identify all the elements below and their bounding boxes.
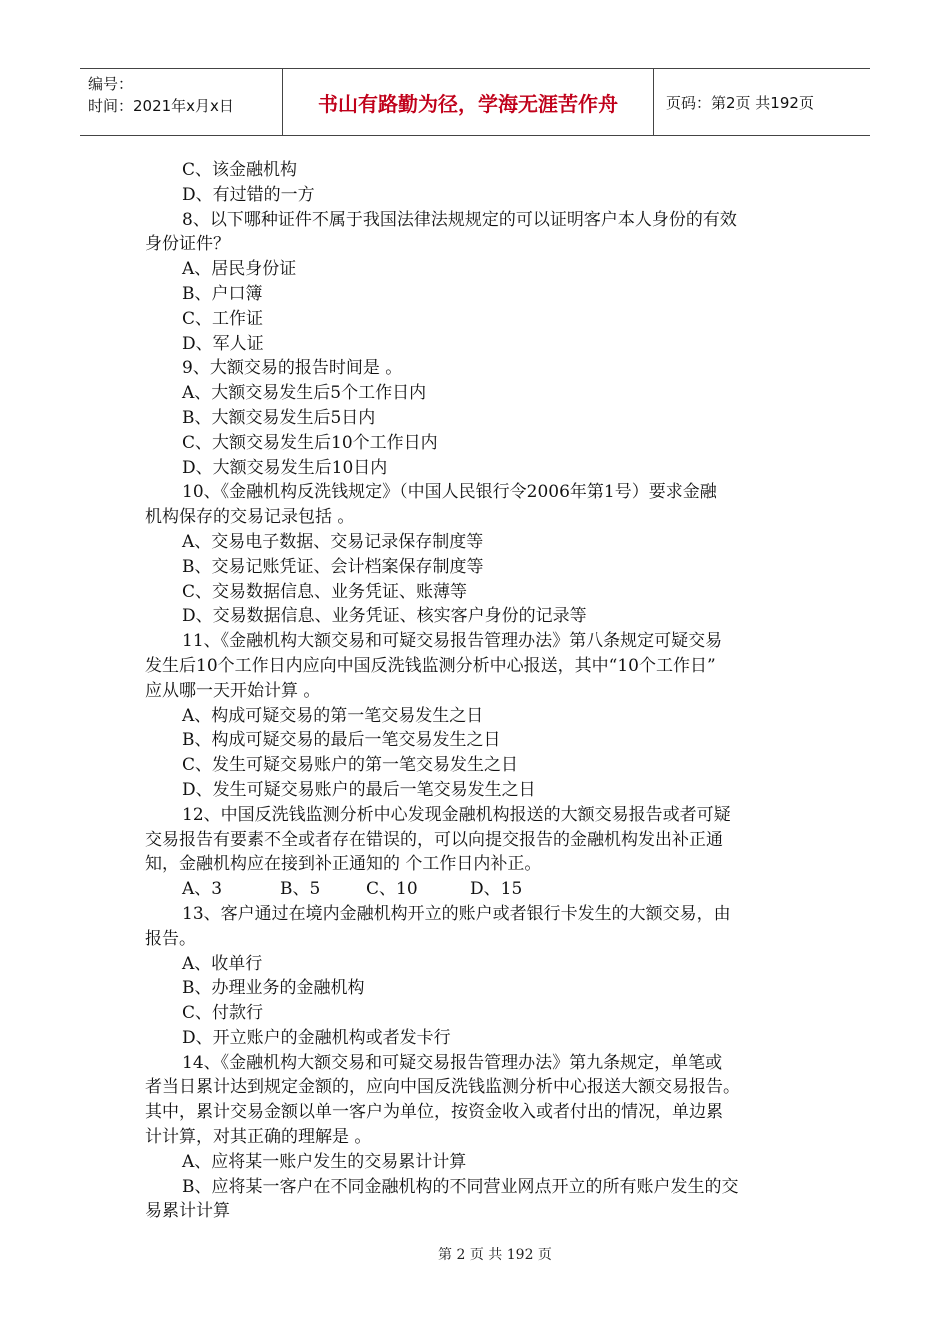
- q12-options: [145, 877, 810, 902]
- text-line: B、构成可疑交易的最后一笔交易发生之日: [182, 730, 501, 751]
- page-footer: [0, 1244, 950, 1264]
- text-line: 13、客户通过在境内金融机构开立的账户或者银行卡发生的大额交易，由: [182, 903, 731, 924]
- text-line: 计计算，对其正确的理解是 。: [145, 1127, 372, 1148]
- text-line: C、交易数据信息、业务凭证、账薄等: [182, 581, 468, 602]
- text-line: 易累计计算: [145, 1201, 230, 1222]
- text-line: D、有过错的一方: [182, 184, 315, 205]
- q12-option-a: A、3: [182, 879, 223, 900]
- page-header: [80, 68, 870, 136]
- text-line: A、居民身份证: [182, 259, 297, 280]
- text-line: B、交易记账凭证、会计档案保存制度等: [182, 556, 484, 577]
- text-line: 知，金融机构应在接到补正通知的 个工作日内补正。: [145, 854, 542, 875]
- text-line: A、应将某一账户发生的交易累计计算: [182, 1151, 467, 1172]
- text-line: C、发生可疑交易账户的第一笔交易发生之日: [182, 755, 519, 776]
- text-line: 身份证件？: [145, 234, 230, 255]
- text-line: 10、《金融机构反洗钱规定》（中国人民银行令2006年第1号）要求金融: [182, 482, 717, 503]
- text-line: D、开立账户的金融机构或者发卡行: [182, 1027, 451, 1048]
- header-meta: [80, 69, 282, 135]
- question-block: [145, 902, 810, 1224]
- text-line: 9、大额交易的报告时间是 。: [182, 358, 403, 379]
- header-motto: 书山有路勤为径，学海无涯苦作舟: [282, 69, 654, 135]
- text-line: A、构成可疑交易的第一笔交易发生之日: [182, 705, 484, 726]
- q12-option-c: C、10: [366, 879, 418, 900]
- text-line: C、付款行: [182, 1003, 264, 1024]
- text-line: 12、中国反洗钱监测分析中心发现金融机构报送的大额交易报告或者可疑: [182, 804, 731, 825]
- text-line: B、办理业务的金融机构: [182, 978, 365, 999]
- footer-page-number: 第 2 页 共 192 页: [438, 1247, 552, 1263]
- text-line: 报告。: [145, 928, 196, 949]
- text-line: D、军人证: [182, 333, 264, 354]
- text-line: 发生后10个工作日内应向中国反洗钱监测分析中心报送，其中“10个工作日”: [145, 655, 716, 676]
- text-line: D、交易数据信息、业务凭证、核实客户身份的记录等: [182, 606, 587, 627]
- text-line: D、大额交易发生后10日内: [182, 457, 388, 478]
- text-line: A、交易电子数据、交易记录保存制度等: [182, 531, 484, 552]
- text-line: 其中，累计交易金额以单一客户为单位，按资金收入或者付出的情况，单边累: [145, 1102, 723, 1123]
- text-line: B、大额交易发生后5日内: [182, 407, 376, 428]
- text-line: A、大额交易发生后5个工作日内: [182, 383, 427, 404]
- text-line: 8、以下哪种证件不属于我国法律法规规定的可以证明客户本人身份的有效: [182, 209, 737, 230]
- text-line: 14、《金融机构大额交易和可疑交易报告管理办法》第九条规定，单笔或: [182, 1052, 723, 1073]
- document-time-label: 时间：2021年x月x日: [88, 97, 234, 115]
- text-line: 11、《金融机构大额交易和可疑交易报告管理办法》第八条规定可疑交易: [182, 631, 723, 652]
- text-line: 交易报告有要素不全或者存在错误的，可以向提交报告的金融机构发出补正通: [145, 829, 723, 850]
- text-line: 者当日累计达到规定金额的，应向中国反洗钱监测分析中心报送大额交易报告。: [145, 1077, 740, 1098]
- text-line: C、大额交易发生后10个工作日内: [182, 432, 438, 453]
- text-line: B、应将某一客户在不同金融机构的不同营业网点开立的所有账户发生的交: [182, 1176, 739, 1197]
- q12-option-d: D、15: [470, 879, 523, 900]
- header-page-info: 页码：第2页 共192页: [666, 93, 814, 112]
- document-number-label: 编号：: [88, 75, 134, 93]
- q12-option-b: B、5: [280, 879, 321, 900]
- text-line: 应从哪一天开始计算 。: [145, 680, 321, 701]
- document-body: [145, 158, 810, 1224]
- text-line: D、发生可疑交易账户的最后一笔交易发生之日: [182, 779, 536, 800]
- text-line: C、该金融机构: [182, 160, 298, 180]
- text-line: B、户口簿: [182, 283, 263, 304]
- text-line: C、工作证: [182, 308, 264, 329]
- question-block: [145, 158, 810, 877]
- text-line: A、收单行: [182, 953, 263, 974]
- text-line: 机构保存的交易记录包括 。: [145, 507, 355, 528]
